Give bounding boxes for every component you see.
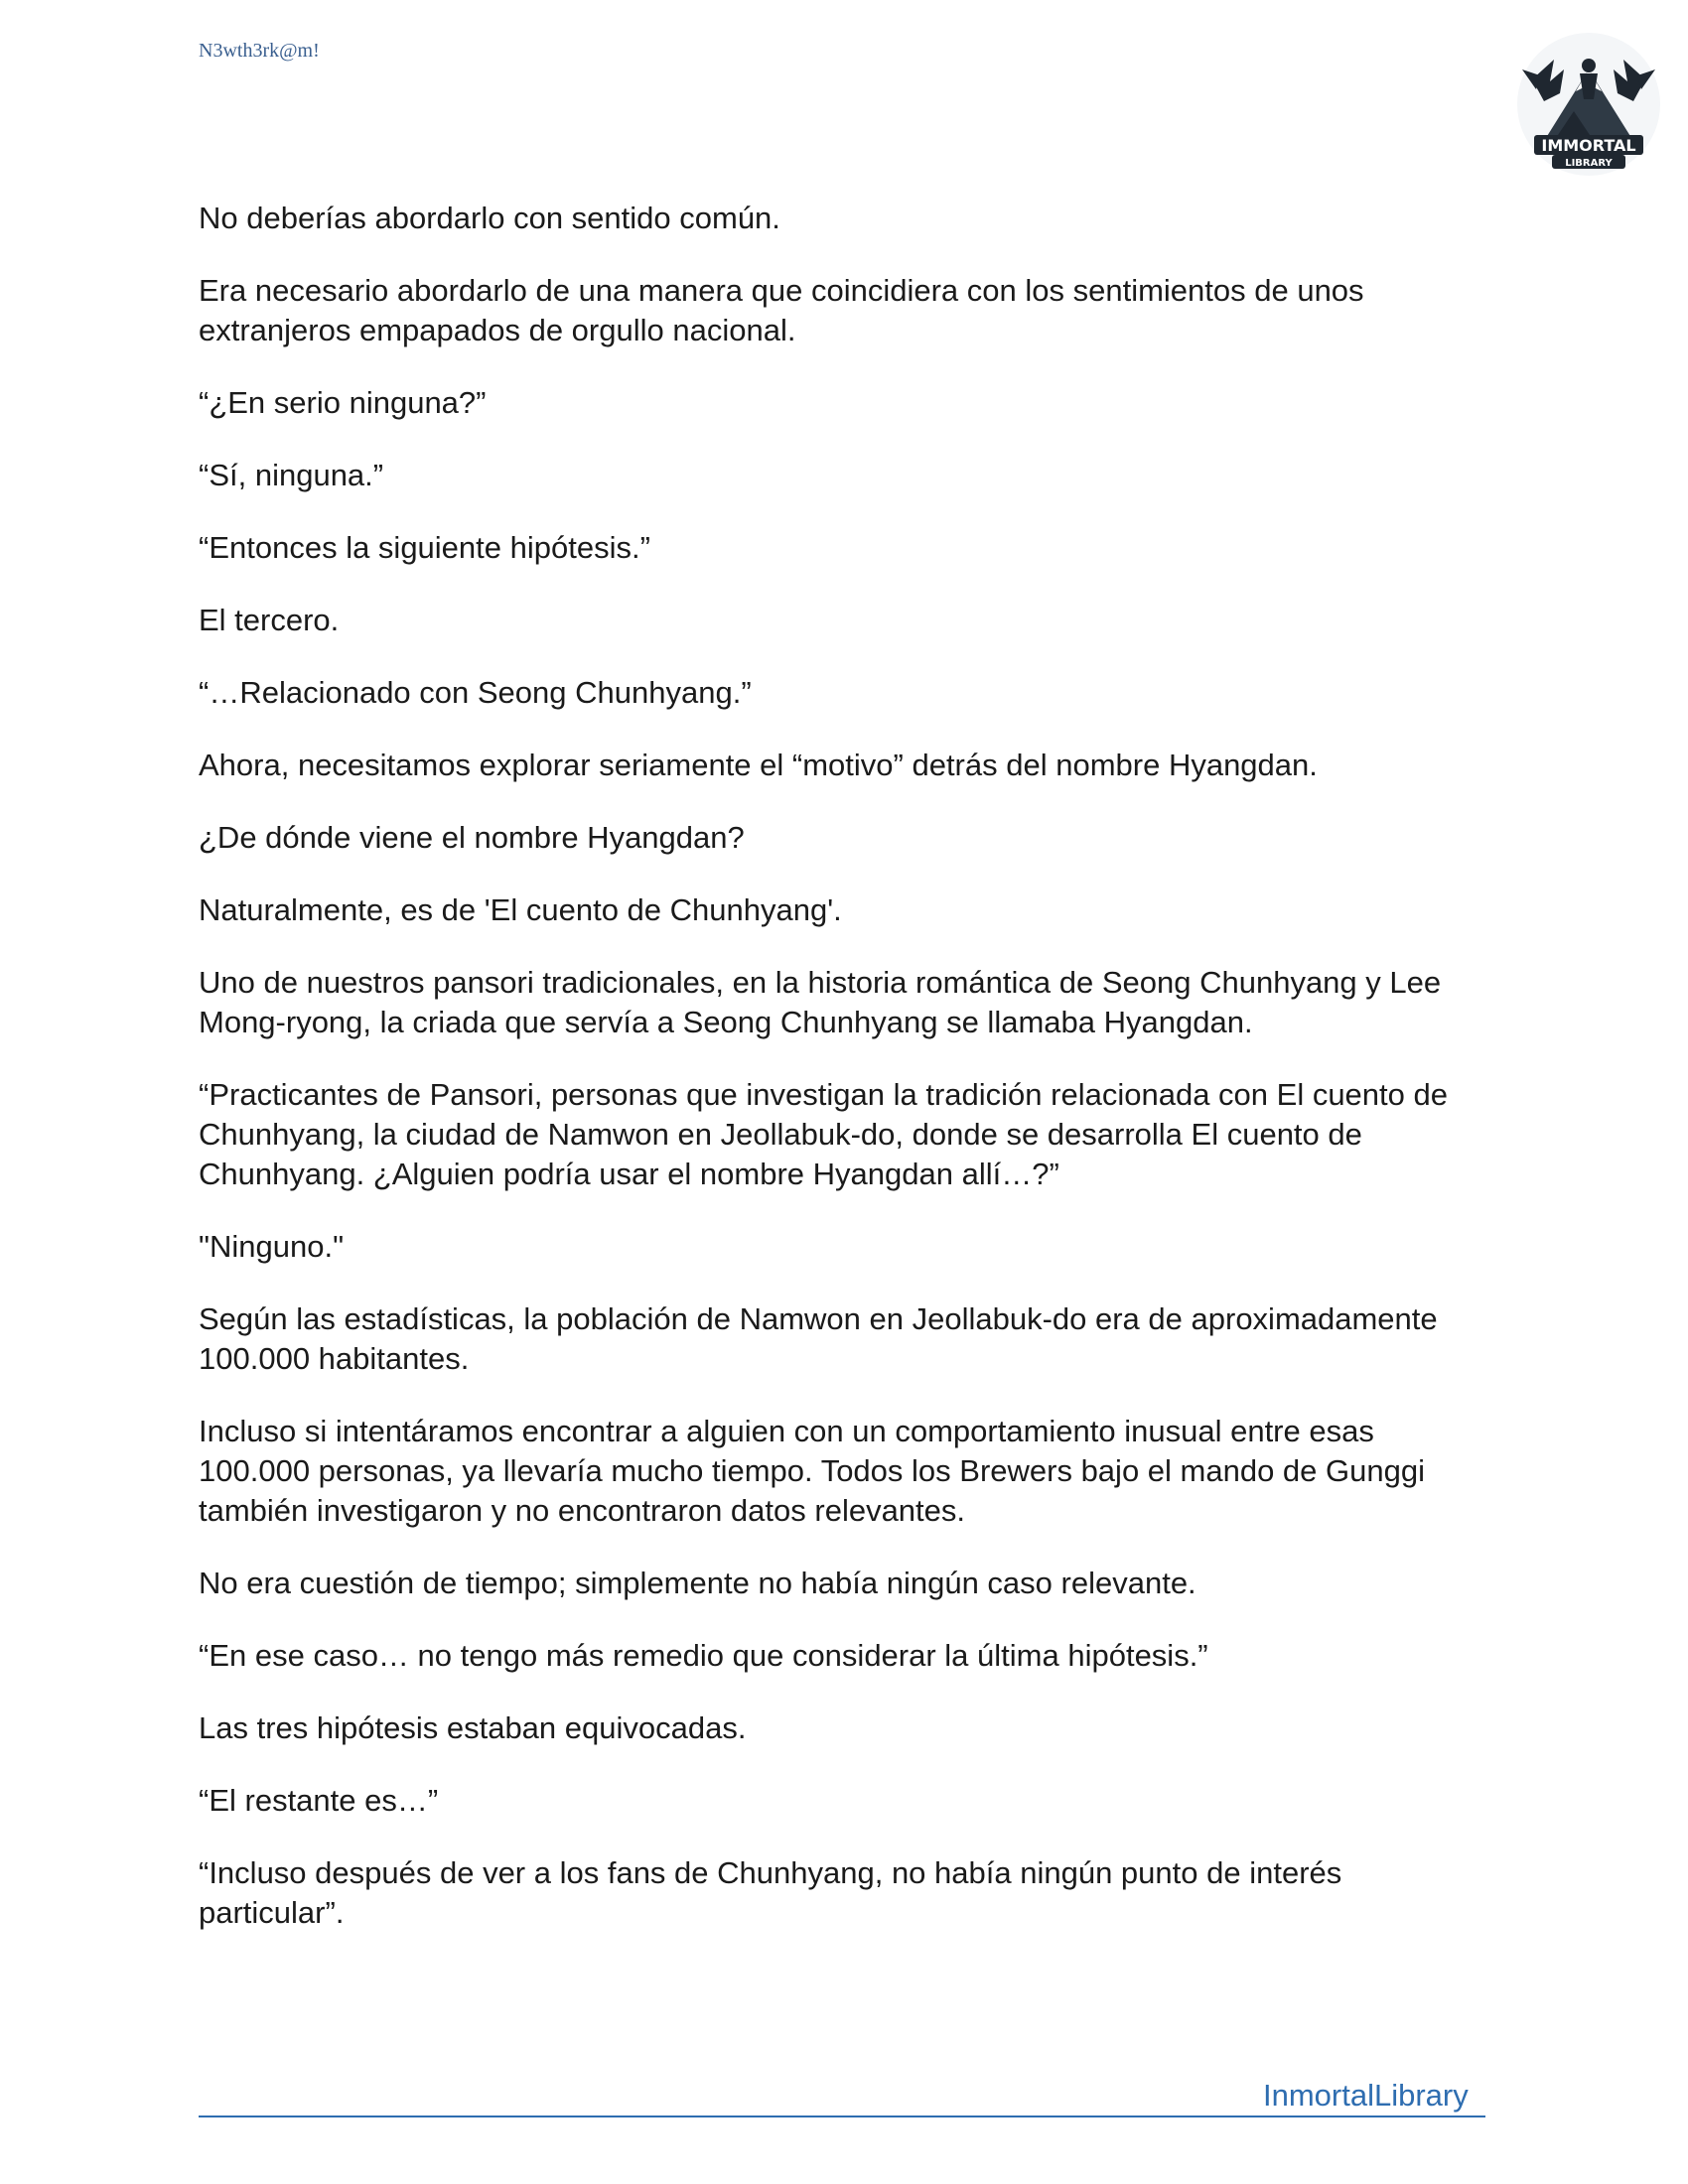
paragraph: “El restante es…”: [199, 1783, 439, 1818]
paragraph: “Sí, ninguna.”: [199, 458, 384, 492]
paragraph: Según las estadísticas, la población de Namwon en Jeollabuk-do era de aproximadamente 100.000 habitantes.: [199, 1301, 1438, 1376]
header-watermark-text: N3wth3rk@m!: [199, 40, 320, 62]
paragraph: “En ese caso… no tengo más remedio que considerar la última hipótesis.”: [199, 1638, 1208, 1673]
paragraph: Ahora, necesitamos explorar seriamente el “motivo” detrás del nombre Hyangdan.: [199, 748, 1318, 782]
paragraph: Uno de nuestros pansori tradicionales, en la historia romántica de Seong Chunhyang y Lee Mong-ryong, la criada que servía a Seong Chunhyang se llamaba Hyangdan.: [199, 965, 1442, 1039]
paragraph: ¿De dónde viene el nombre Hyangdan?: [199, 820, 745, 855]
paragraph: Naturalmente, es de 'El cuento de Chunhyang'.: [199, 892, 842, 927]
paragraph: "Ninguno.": [199, 1229, 345, 1264]
paragraph: No era cuestión de tiempo; simplemente no había ningún caso relevante.: [199, 1566, 1196, 1600]
paragraph: “…Relacionado con Seong Chunhyang.”: [199, 675, 752, 710]
footer-divider: [199, 2116, 1485, 2117]
paragraph: “Practicantes de Pansori, personas que investigan la tradición relacionada con El cuento de Chunhyang, la ciudad de Namwon en Jeollabuk-do, donde se desarrolla El cuento de Chunhyang. ¿Alguien podría usar el nombre Hyangdan allí…?”: [199, 1077, 1448, 1191]
paragraph: No deberías abordarlo con sentido común.: [199, 201, 780, 235]
paragraph: “Incluso después de ver a los fans de Chunhyang, no había ningún punto de interés particular”.: [199, 1855, 1342, 1930]
paragraph: El tercero.: [199, 603, 340, 637]
immortal-library-logo-icon: [1514, 30, 1663, 179]
document-body: [199, 199, 1489, 1966]
paragraph: “Entonces la siguiente hipótesis.”: [199, 530, 650, 565]
paragraph: Era necesario abordarlo de una manera que coincidiera con los sentimientos de unos extranjeros empapados de orgullo nacional.: [199, 273, 1364, 347]
logo-text-bottom: LIBRARY: [1565, 158, 1613, 169]
paragraph: Las tres hipótesis estaban equivocadas.: [199, 1710, 747, 1745]
paragraph: “¿En serio ninguna?”: [199, 385, 487, 420]
footer-library-link[interactable]: InmortalLibrary: [1263, 2078, 1469, 2113]
logo-text-top: IMMORTAL: [1541, 136, 1636, 155]
paragraph: Incluso si intentáramos encontrar a alguien con un comportamiento inusual entre esas 100.000 personas, ya llevaría mucho tiempo. Todos los Brewers bajo el mando de Gunggi también investigaron y no encontraron datos relevantes.: [199, 1414, 1425, 1528]
